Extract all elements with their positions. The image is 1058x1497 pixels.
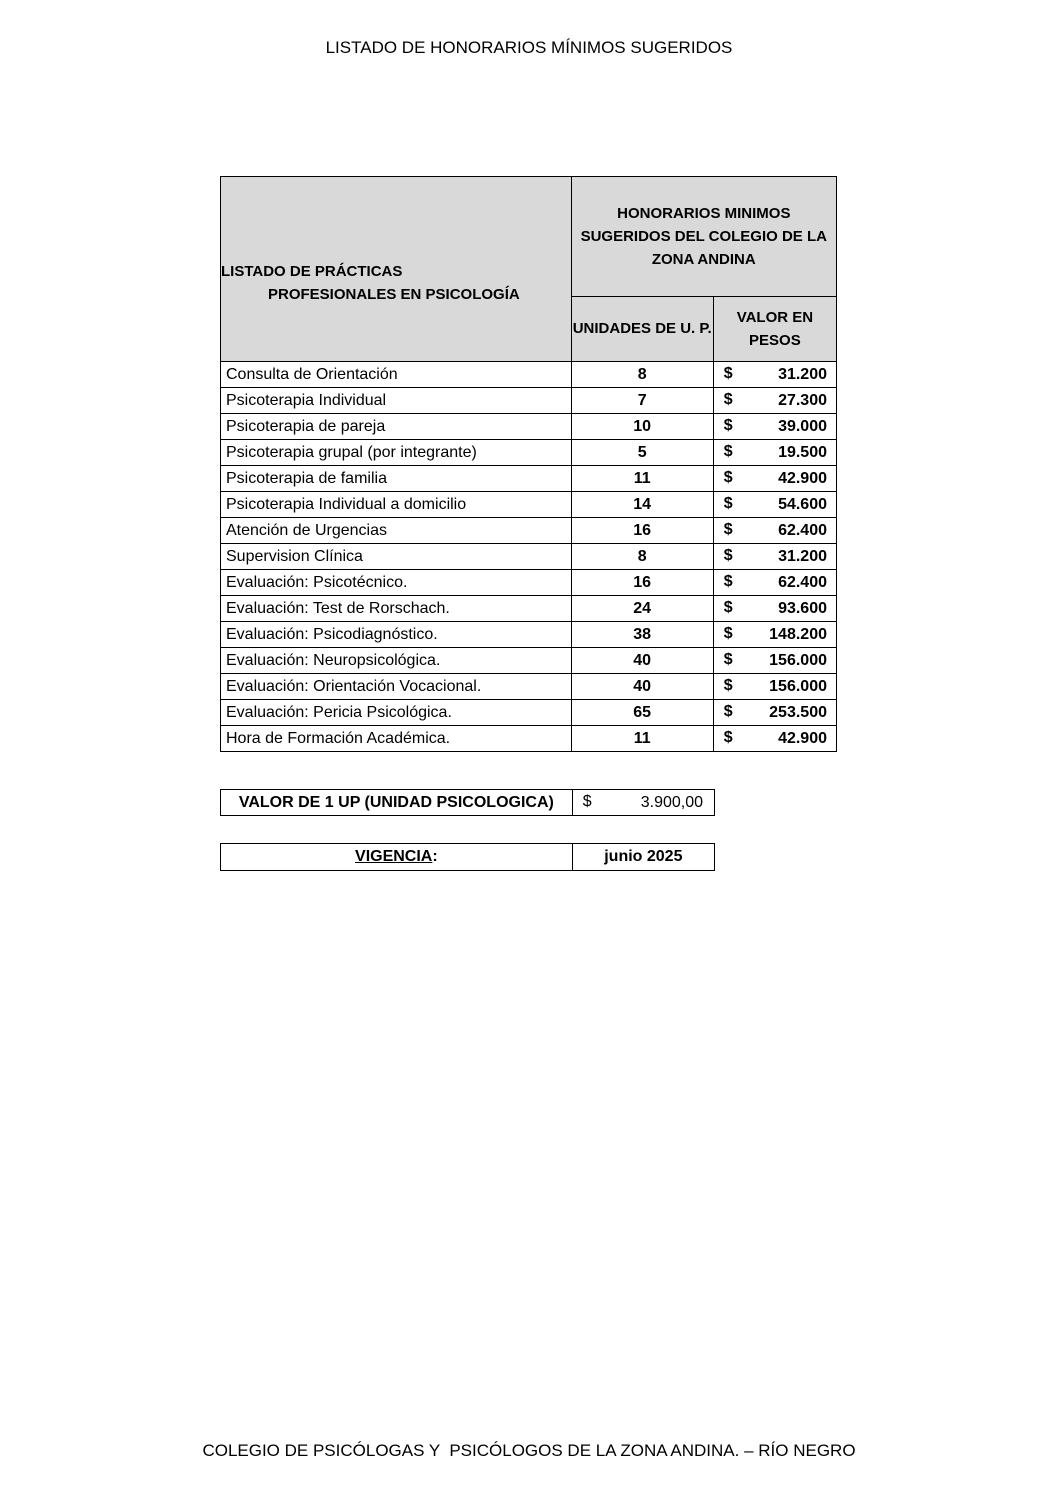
units-cell: 38 xyxy=(571,622,713,648)
value-amount: 19.500 xyxy=(778,443,827,461)
unit-value-amount: 3.900,00 xyxy=(640,793,703,811)
value-amount: 62.400 xyxy=(778,521,827,539)
value-amount: 31.200 xyxy=(778,365,827,383)
currency-symbol: $ xyxy=(723,547,733,564)
value-cell xyxy=(713,440,836,466)
value-amount: 39.000 xyxy=(778,417,827,435)
value-amount: 253.500 xyxy=(769,703,827,721)
validity-label-cell xyxy=(221,844,573,871)
page-footer: COLEGIO DE PSICÓLOGAS Y PSICÓLOGOS DE LA ZONA ANDINA. – RÍO NEGRO xyxy=(202,1441,856,1460)
value-cell xyxy=(713,726,836,752)
units-cell: 40 xyxy=(571,648,713,674)
currency-symbol: $ xyxy=(723,703,733,720)
practice-cell: Psicoterapia grupal (por integrante) xyxy=(221,440,572,466)
units-cell: 16 xyxy=(571,518,713,544)
value-cell xyxy=(713,492,836,518)
practice-cell: Evaluación: Psicotécnico. xyxy=(221,570,572,596)
value-amount: 42.900 xyxy=(778,469,827,487)
value-cell xyxy=(713,648,836,674)
units-cell: 10 xyxy=(571,414,713,440)
currency-symbol: $ xyxy=(723,365,733,382)
table-row xyxy=(221,440,837,466)
table-row xyxy=(221,648,837,674)
value-cell xyxy=(713,466,836,492)
practice-cell: Evaluación: Pericia Psicológica. xyxy=(221,700,572,726)
value-cell xyxy=(713,622,836,648)
value-cell xyxy=(713,414,836,440)
unit-value-table xyxy=(220,789,715,816)
currency-symbol: $ xyxy=(723,599,733,616)
currency-symbol: $ xyxy=(723,417,733,434)
practice-column-header xyxy=(221,177,572,362)
practice-cell: Supervision Clínica xyxy=(221,544,572,570)
practice-cell: Psicoterapia Individual xyxy=(221,388,572,414)
currency-symbol: $ xyxy=(723,443,733,460)
practice-cell: Evaluación: Test de Rorschach. xyxy=(221,596,572,622)
units-cell: 65 xyxy=(571,700,713,726)
practice-cell: Psicoterapia Individual a domicilio xyxy=(221,492,572,518)
value-amount: 27.300 xyxy=(778,391,827,409)
value-amount: 156.000 xyxy=(769,677,827,695)
fees-table-body xyxy=(221,362,837,752)
practice-header-line1: LISTADO DE PRÁCTICAS xyxy=(221,263,403,280)
value-amount: 156.000 xyxy=(769,651,827,669)
currency-symbol: $ xyxy=(723,469,733,486)
table-row xyxy=(221,362,837,388)
currency-symbol: $ xyxy=(582,793,592,810)
practice-cell: Hora de Formación Académica. xyxy=(221,726,572,752)
table-row xyxy=(221,466,837,492)
practice-cell: Consulta de Orientación xyxy=(221,362,572,388)
value-cell xyxy=(713,700,836,726)
units-cell: 5 xyxy=(571,440,713,466)
value-cell xyxy=(713,596,836,622)
fees-table xyxy=(220,176,837,752)
table-row xyxy=(221,492,837,518)
value-amount: 62.400 xyxy=(778,573,827,591)
practice-cell: Evaluación: Neuropsicológica. xyxy=(221,648,572,674)
practice-cell: Psicoterapia de pareja xyxy=(221,414,572,440)
validity-value: junio 2025 xyxy=(572,844,714,871)
value-cell xyxy=(713,362,836,388)
value-cell xyxy=(713,570,836,596)
currency-symbol: $ xyxy=(723,677,733,694)
practice-cell: Evaluación: Psicodiagnóstico. xyxy=(221,622,572,648)
table-row xyxy=(221,388,837,414)
units-column-header: UNIDADES DE U. P. xyxy=(571,296,713,361)
value-cell xyxy=(713,388,836,414)
practice-header-line2: PROFESIONALES EN PSICOLOGÍA xyxy=(268,286,520,303)
table-row xyxy=(221,518,837,544)
value-amount: 42.900 xyxy=(778,729,827,747)
units-cell: 7 xyxy=(571,388,713,414)
value-amount: 54.600 xyxy=(778,495,827,513)
units-cell: 14 xyxy=(571,492,713,518)
fees-group-header: HONORARIOS MINIMOS SUGERIDOS DEL COLEGIO DE LA ZONA ANDINA xyxy=(571,177,836,297)
value-column-header: VALOR EN PESOS xyxy=(713,296,836,361)
value-amount: 31.200 xyxy=(778,547,827,565)
units-cell: 8 xyxy=(571,544,713,570)
value-cell xyxy=(713,674,836,700)
table-row xyxy=(221,674,837,700)
value-amount: 148.200 xyxy=(769,625,827,643)
unit-value-cell xyxy=(572,790,714,816)
validity-colon: : xyxy=(432,848,438,865)
units-cell: 11 xyxy=(571,466,713,492)
value-amount: 93.600 xyxy=(778,599,827,617)
currency-symbol: $ xyxy=(723,521,733,538)
currency-symbol: $ xyxy=(723,573,733,590)
currency-symbol: $ xyxy=(723,651,733,668)
validity-label: VIGENCIA xyxy=(355,848,433,865)
units-cell: 24 xyxy=(571,596,713,622)
unit-value-label: VALOR DE 1 UP (UNIDAD PSICOLOGICA) xyxy=(221,790,573,816)
currency-symbol: $ xyxy=(723,391,733,408)
value-cell xyxy=(713,544,836,570)
practice-cell: Atención de Urgencias xyxy=(221,518,572,544)
units-cell: 11 xyxy=(571,726,713,752)
validity-table xyxy=(220,843,715,871)
page-title: LISTADO DE HONORARIOS MÍNIMOS SUGERIDOS xyxy=(325,38,733,57)
practice-cell: Psicoterapia de familia xyxy=(221,466,572,492)
units-cell: 40 xyxy=(571,674,713,700)
table-row xyxy=(221,570,837,596)
value-cell xyxy=(713,518,836,544)
currency-symbol: $ xyxy=(723,729,733,746)
units-cell: 8 xyxy=(571,362,713,388)
table-row xyxy=(221,596,837,622)
table-row xyxy=(221,414,837,440)
currency-symbol: $ xyxy=(723,495,733,512)
table-row xyxy=(221,700,837,726)
table-row xyxy=(221,622,837,648)
table-row xyxy=(221,544,837,570)
currency-symbol: $ xyxy=(723,625,733,642)
table-row xyxy=(221,726,837,752)
units-cell: 16 xyxy=(571,570,713,596)
practice-cell: Evaluación: Orientación Vocacional. xyxy=(221,674,572,700)
